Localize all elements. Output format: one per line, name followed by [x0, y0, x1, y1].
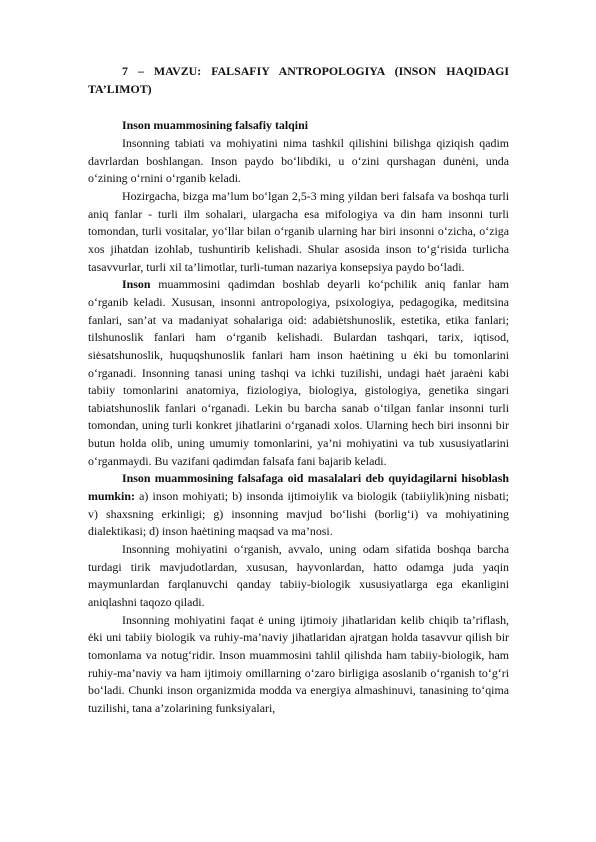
paragraph-text: a) inson mohiyati; b) insonda ijtimoiylik va biologik (tabiiylik)ning nisbati; v) shaxsning erkinligi; g) insonning mavjud bo‘lishi (borlig‘i) va mohiyatining dialektikasi; d) inson haėtining maqsad va ma’nosi. [88, 489, 509, 539]
paragraph [88, 470, 509, 541]
paragraph-lead: Inson [122, 277, 151, 292]
paragraph [88, 276, 509, 470]
paragraph [88, 541, 509, 612]
paragraph-text: Insonning mohiyatini o‘rganish, avvalo, uning odam sifatida boshqa barcha turdagi tirik mavjudotlardan, xususan, hayvonlardan, hatto odamga juda yaqin maymunlardan farqlanuvchi qanday tabiiy-biologik xususiyatlarga ega ekanligini aniqlashni taqozo qiladi. [88, 542, 509, 610]
paragraph-text: Hozirgacha, bizga ma’lum bo‘lgan 2,5-3 ming yildan beri falsafa va boshqa turli aniq fanlar - turli ilm sohalari, ulargacha esa mifologiya va din ham insonni turli tomondan, turli vositalar, yo‘llar bilan o‘rganib ularning har biri insonni o‘zicha, o‘ziga xos jihatdan izohlab, tushuntirib kelishadi. Shular asosida inson to‘g‘risida turlicha tasavvurlar, turli xil ta’limotlar, turli-tuman nazariya konsepsiya paydo bo‘ladi. [88, 188, 509, 274]
paragraph-text: Insonning mohiyatini faqat ė uning ijtimoiy jihatlaridan kelib chiqib ta’riflash, ėki uni tabiiy biologik va ruhiy-ma’naviy jihatlaridan ajratgan holda tasavvur qilish bir tomonlama va notug‘ridir. Inson muammosini tahlil qilishda ham tabiiy-biologik, ham ruhiy-ma’naviy va ham ijtimoiy omillarning o‘zaro birligiga asoslanib o‘rganish to‘g‘ri bo‘ladi. Chunki inson organizmida modda va energiya almashinuvi, tanasining to‘qima tuzilishi, tana a’zolarining funksiyalari, [88, 612, 509, 715]
paragraph-text: muammosini qadimdan boshlab deyarli ko‘pchilik aniq fanlar ham o‘rganib keladi. Xususan, insonni antropologiya, psixologiya, pedagogika, meditsina fanlari, san’at va madaniyat sohalariga oid: adabiėtshunoslik, estetika, etika fanlari; tilshunoslik fanlari ham o‘rganib kelishadi. Bulardan tashqari, tarix, iqtisod, siėsatshunoslik, huquqshunoslik fanlari ham inson haėtining u ėki bu tomonlarini o‘rganadi. Insonning tanasi uning tashqi va ichki tuzilishi, undagi haėt jaraėni kabi tabiiy tomonlarini anatomiya, fiziologiya, biologiya, gistologiya, genetika singari tabiatshunoslik fanlari o‘rganadi. Lekin bu barcha sanab o‘tilgan fanlar insonni turli tomondan, uning turli konkret jihatlarini o‘rganadi xolos. Ularning hech biri insonni bir butun holda olib, uning umumiy tomonlarini, ya’ni mohiyatini va tub xususiyatlarini o‘rganmaydi. Bu vazifani qadimdan falsafa fani bajarib keladi. [88, 277, 509, 468]
section-heading: Inson muammosining falsafiy talqini [122, 118, 309, 133]
paragraph-text: Insonning tabiati va mohiyatini nima tashkil qilishini bilishga qiziqish qadim davrlardan boshlangan. Inson paydo bo‘libdiki, u o‘zini qurshagan dunėni, unda o‘zining o‘rnini o‘rganib keladi. [88, 135, 509, 186]
paragraph-lead: Inson muammosining falsafaga oid masalalari deb quyidagilarni hisoblash mumkin: [88, 471, 509, 504]
paragraph [88, 188, 509, 276]
document-page [88, 63, 509, 718]
paragraph [88, 135, 509, 188]
paragraph [88, 612, 509, 718]
topic-title: 7 – MAVZU: FALSAFIY ANTROPOLOGIYA (INSON HAQIDAGI TA’LIMOT) [88, 64, 509, 96]
